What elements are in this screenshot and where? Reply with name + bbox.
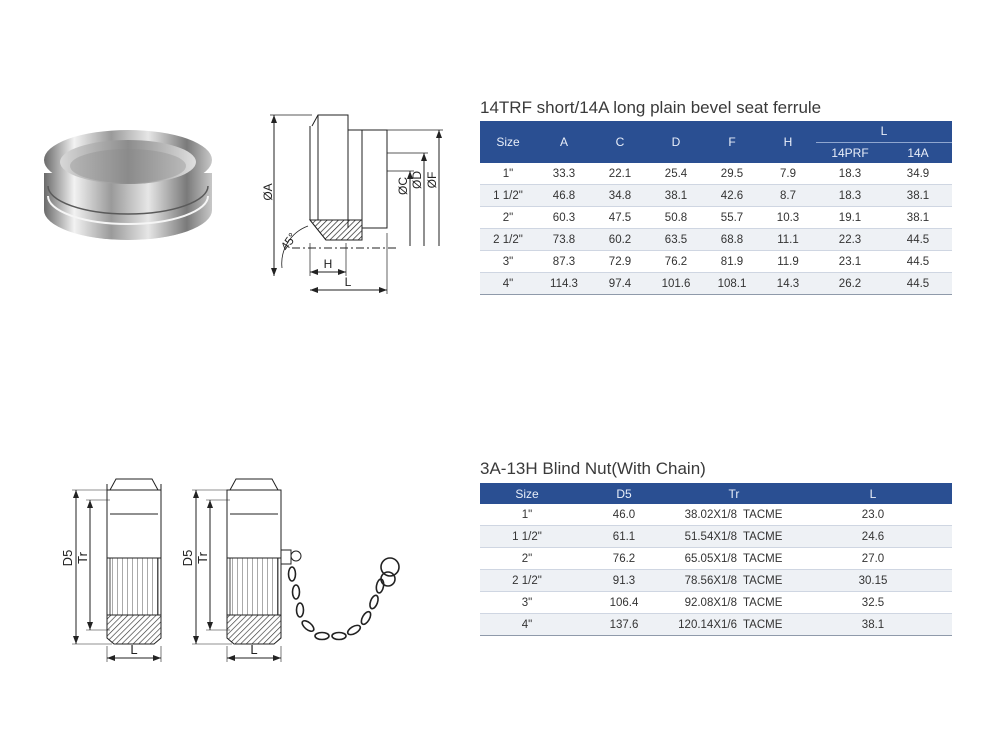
cell-tr: 92.08X1/8 [674, 592, 740, 614]
blind-nut-table-title: 3A-13H Blind Nut(With Chain) [480, 459, 706, 478]
cell-d: 76.2 [648, 251, 704, 273]
cell-a: 114.3 [536, 273, 592, 295]
dim-h-label: H [323, 257, 333, 271]
cell-d: 50.8 [648, 207, 704, 229]
table-row [480, 185, 952, 207]
cell-d: 101.6 [648, 273, 704, 295]
cell-d5: 46.0 [574, 504, 674, 526]
dim-tr-label: Tr [195, 552, 210, 564]
cell-d5: 61.1 [574, 526, 674, 548]
cell-h: 11.9 [760, 251, 816, 273]
cell-size: 1 1/2" [480, 185, 536, 207]
cell-size: 4" [480, 614, 574, 636]
dim-a-label: ØA [261, 183, 275, 201]
cell-c: 47.5 [592, 207, 648, 229]
cell-14prf: 23.1 [816, 251, 884, 273]
col-header-c: C [592, 121, 648, 163]
cell-size: 1" [480, 163, 536, 185]
ferrule-cross-section-drawing [252, 108, 452, 298]
col-header-a: A [536, 121, 592, 163]
cell-c: 97.4 [592, 273, 648, 295]
ferrule-photo [38, 118, 218, 248]
dim-f-label: ØF [425, 171, 439, 189]
cell-d: 63.5 [648, 229, 704, 251]
cell-a: 46.8 [536, 185, 592, 207]
cell-thread-type: TACME [740, 504, 794, 526]
table-row [480, 570, 952, 592]
dim-l-label: L [130, 642, 138, 657]
ferrule-table-title: 14TRF short/14A long plain bevel seat ferrule [480, 98, 822, 117]
table-row [480, 504, 952, 526]
col-header-size: Size [480, 483, 574, 504]
cell-d: 38.1 [648, 185, 704, 207]
cell-14a: 38.1 [884, 207, 952, 229]
table-row [480, 251, 952, 273]
cell-c: 34.8 [592, 185, 648, 207]
dim-l-label: L [344, 275, 352, 289]
cell-a: 33.3 [536, 163, 592, 185]
cell-l: 24.6 [794, 526, 952, 548]
cell-l: 32.5 [794, 592, 952, 614]
table-row [480, 207, 952, 229]
cell-h: 10.3 [760, 207, 816, 229]
cell-d: 25.4 [648, 163, 704, 185]
cell-14prf: 22.3 [816, 229, 884, 251]
cell-d5: 76.2 [574, 548, 674, 570]
table-row [480, 548, 952, 570]
dim-d5-label: D5 [60, 549, 75, 567]
cell-size: 1" [480, 504, 574, 526]
col-header-tr: Tr [674, 483, 794, 504]
cell-size: 1 1/2" [480, 526, 574, 548]
cell-14a: 38.1 [884, 185, 952, 207]
cell-c: 22.1 [592, 163, 648, 185]
cell-a: 73.8 [536, 229, 592, 251]
blind-nut-plain-drawing [72, 479, 161, 662]
cell-f: 81.9 [704, 251, 760, 273]
cell-size: 2 1/2" [480, 570, 574, 592]
cell-h: 7.9 [760, 163, 816, 185]
angle-label: 45° [277, 230, 300, 254]
cell-14prf: 18.3 [816, 185, 884, 207]
cell-l: 30.15 [794, 570, 952, 592]
cell-14a: 44.5 [884, 229, 952, 251]
table-row [480, 526, 952, 548]
cell-14prf: 19.1 [816, 207, 884, 229]
cell-size: 2 1/2" [480, 229, 536, 251]
cell-size: 3" [480, 592, 574, 614]
cell-size: 4" [480, 273, 536, 295]
table-row [480, 592, 952, 614]
blind-nut-spec-table [480, 483, 952, 636]
cell-14a: 44.5 [884, 273, 952, 295]
cell-a: 60.3 [536, 207, 592, 229]
cell-tr: 78.56X1/8 [674, 570, 740, 592]
table-row [480, 229, 952, 251]
cell-tr: 51.54X1/8 [674, 526, 740, 548]
ferrule-spec-table [480, 121, 952, 295]
cell-thread-type: TACME [740, 526, 794, 548]
cell-h: 14.3 [760, 273, 816, 295]
cell-thread-type: TACME [740, 548, 794, 570]
cell-14prf: 26.2 [816, 273, 884, 295]
cell-c: 72.9 [592, 251, 648, 273]
blind-nut-drawings [52, 470, 412, 670]
cell-thread-type: TACME [740, 592, 794, 614]
cell-a: 87.3 [536, 251, 592, 273]
dim-c-label: ØC [396, 177, 410, 195]
cell-f: 55.7 [704, 207, 760, 229]
cell-size: 3" [480, 251, 536, 273]
cell-tr: 65.05X1/8 [674, 548, 740, 570]
col-header-14a: 14A [884, 142, 952, 163]
col-header-d5: D5 [574, 483, 674, 504]
dim-tr-label: Tr [75, 552, 90, 564]
cell-f: 29.5 [704, 163, 760, 185]
cell-f: 68.8 [704, 229, 760, 251]
cell-size: 2" [480, 548, 574, 570]
cell-14a: 44.5 [884, 251, 952, 273]
col-header-14prf: 14PRF [816, 142, 884, 163]
cell-f: 42.6 [704, 185, 760, 207]
dim-l-label: L [250, 642, 258, 657]
dim-d5-label: D5 [180, 549, 195, 567]
col-header-l: L [794, 483, 952, 504]
cell-l: 38.1 [794, 614, 952, 636]
cell-c: 60.2 [592, 229, 648, 251]
col-header-size: Size [480, 121, 536, 163]
table-row [480, 163, 952, 185]
table-row [480, 273, 952, 295]
cell-l: 23.0 [794, 504, 952, 526]
cell-14prf: 18.3 [816, 163, 884, 185]
col-header-d: D [648, 121, 704, 163]
cell-tr: 120.14X1/6 [674, 614, 740, 636]
cell-f: 108.1 [704, 273, 760, 295]
col-header-l: L [816, 121, 952, 142]
cell-d5: 137.6 [574, 614, 674, 636]
cell-size: 2" [480, 207, 536, 229]
cell-h: 8.7 [760, 185, 816, 207]
cell-thread-type: TACME [740, 614, 794, 636]
cell-h: 11.1 [760, 229, 816, 251]
cell-14a: 34.9 [884, 163, 952, 185]
cell-thread-type: TACME [740, 570, 794, 592]
dim-d-label: ØD [410, 171, 424, 189]
cell-d5: 91.3 [574, 570, 674, 592]
blind-nut-with-chain-drawing [192, 479, 399, 662]
table-row [480, 614, 952, 636]
cell-tr: 38.02X1/8 [674, 504, 740, 526]
cell-l: 27.0 [794, 548, 952, 570]
col-header-h: H [760, 121, 816, 163]
cell-d5: 106.4 [574, 592, 674, 614]
col-header-f: F [704, 121, 760, 163]
